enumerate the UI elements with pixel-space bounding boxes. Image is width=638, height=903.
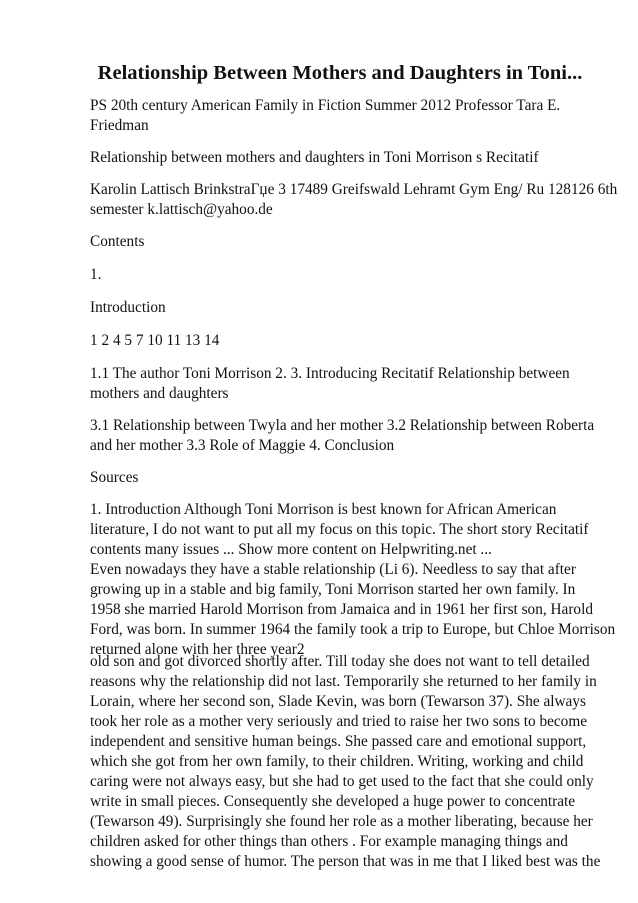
- essay-title-paragraph: [90, 148, 590, 168]
- text-line: mothers and daughters: [90, 385, 229, 402]
- text-line: write in small pieces. Consequently she developed a huge power to concentrate: [90, 793, 576, 810]
- text-line: independent and sensitive human beings. She passed care and emotional support,: [90, 733, 587, 750]
- course-info-paragraph: [90, 96, 590, 136]
- body-paragraph: [90, 652, 601, 872]
- text-line: Ford, was born. In summer 1964 the family took a trip to Europe, but Chloe Morrison: [90, 621, 616, 638]
- text-line: semester k.lattisch@yahoo.de: [90, 201, 273, 218]
- text-line: Lorain, where her second son, Slade Kevin, was born (Tewarson 37). She always: [90, 693, 586, 710]
- text-line: took her role as a mother very seriously and tried to raise her two sons to become: [90, 713, 588, 730]
- text-line: old son and got divorced shortly after. Till today she does not want to tell detailed: [90, 653, 590, 670]
- text-line: literature, I do not want to put all my focus on this topic. The short story Recitatif: [90, 521, 589, 538]
- text-line: children asked for other things than others . For example managing things and: [90, 833, 568, 850]
- text-line: Contents: [90, 233, 145, 250]
- text-line: 1. Introduction Although Toni Morrison is best known for African American: [90, 501, 557, 518]
- text-line: caring were not always easy, but she had to get used to the fact that she could only: [90, 773, 594, 790]
- text-line: 1.1 The author Toni Morrison 2. 3. Introducing Recitatif Relationship between: [90, 365, 570, 382]
- text-line: 3.1 Relationship between Twyla and her mother 3.2 Relationship between Roberta: [90, 417, 595, 434]
- section-number: [90, 265, 590, 285]
- contents-entry-paragraph: [90, 416, 595, 456]
- author-info-paragraph: [90, 180, 618, 220]
- text-line: Relationship between mothers and daughters in Toni Morrison s Recitatif: [90, 149, 539, 166]
- page-numbers-line: [90, 331, 590, 351]
- text-line: 1.: [90, 266, 102, 283]
- text-line: Sources: [90, 469, 139, 486]
- text-line: Even nowadays they have a stable relationship (Li 6). Needless to say that after: [90, 561, 576, 578]
- text-line: which she got from her own family, to their children. Writing, working and child: [90, 753, 584, 770]
- body-paragraph: [90, 500, 616, 660]
- text-line: contents many issues ... Show more content on Helpwriting.net ...: [90, 541, 492, 558]
- text-line: Friedman: [90, 117, 149, 134]
- text-line: Introduction: [90, 299, 166, 316]
- contents-entry-paragraph: [90, 364, 590, 404]
- text-line: showing a good sense of humor. The person that was in me that I liked best was the: [90, 853, 601, 870]
- text-line: returned alone with her three year2: [90, 641, 305, 658]
- text-line: (Tewarson 49). Surprisingly she found her role as a mother liberating, because her: [90, 813, 593, 830]
- document-title: Relationship Between Mothers and Daughters in Toni...: [97, 62, 583, 84]
- sources-heading: [90, 468, 590, 488]
- text-line: reasons why the relationship did not last. Temporarily she returned to her family in: [90, 673, 597, 690]
- introduction-heading: [90, 298, 590, 318]
- text-line: Karolin Lattisch BrinkstraГџe 3 17489 Greifswald Lehramt Gym Eng/ Ru 128126 6th: [90, 181, 618, 198]
- text-line: growing up in a stable and big family, Toni Morrison started her own family. In: [90, 581, 576, 598]
- text-line: 1 2 4 5 7 10 11 13 14: [90, 332, 220, 349]
- text-line: 1958 she married Harold Morrison from Jamaica and in 1961 her first son, Harold: [90, 601, 593, 618]
- text-line: PS 20th century American Family in Fiction Summer 2012 Professor Tara E.: [90, 97, 561, 114]
- text-line: and her mother 3.3 Role of Maggie 4. Conclusion: [90, 437, 395, 454]
- contents-heading: [90, 232, 590, 252]
